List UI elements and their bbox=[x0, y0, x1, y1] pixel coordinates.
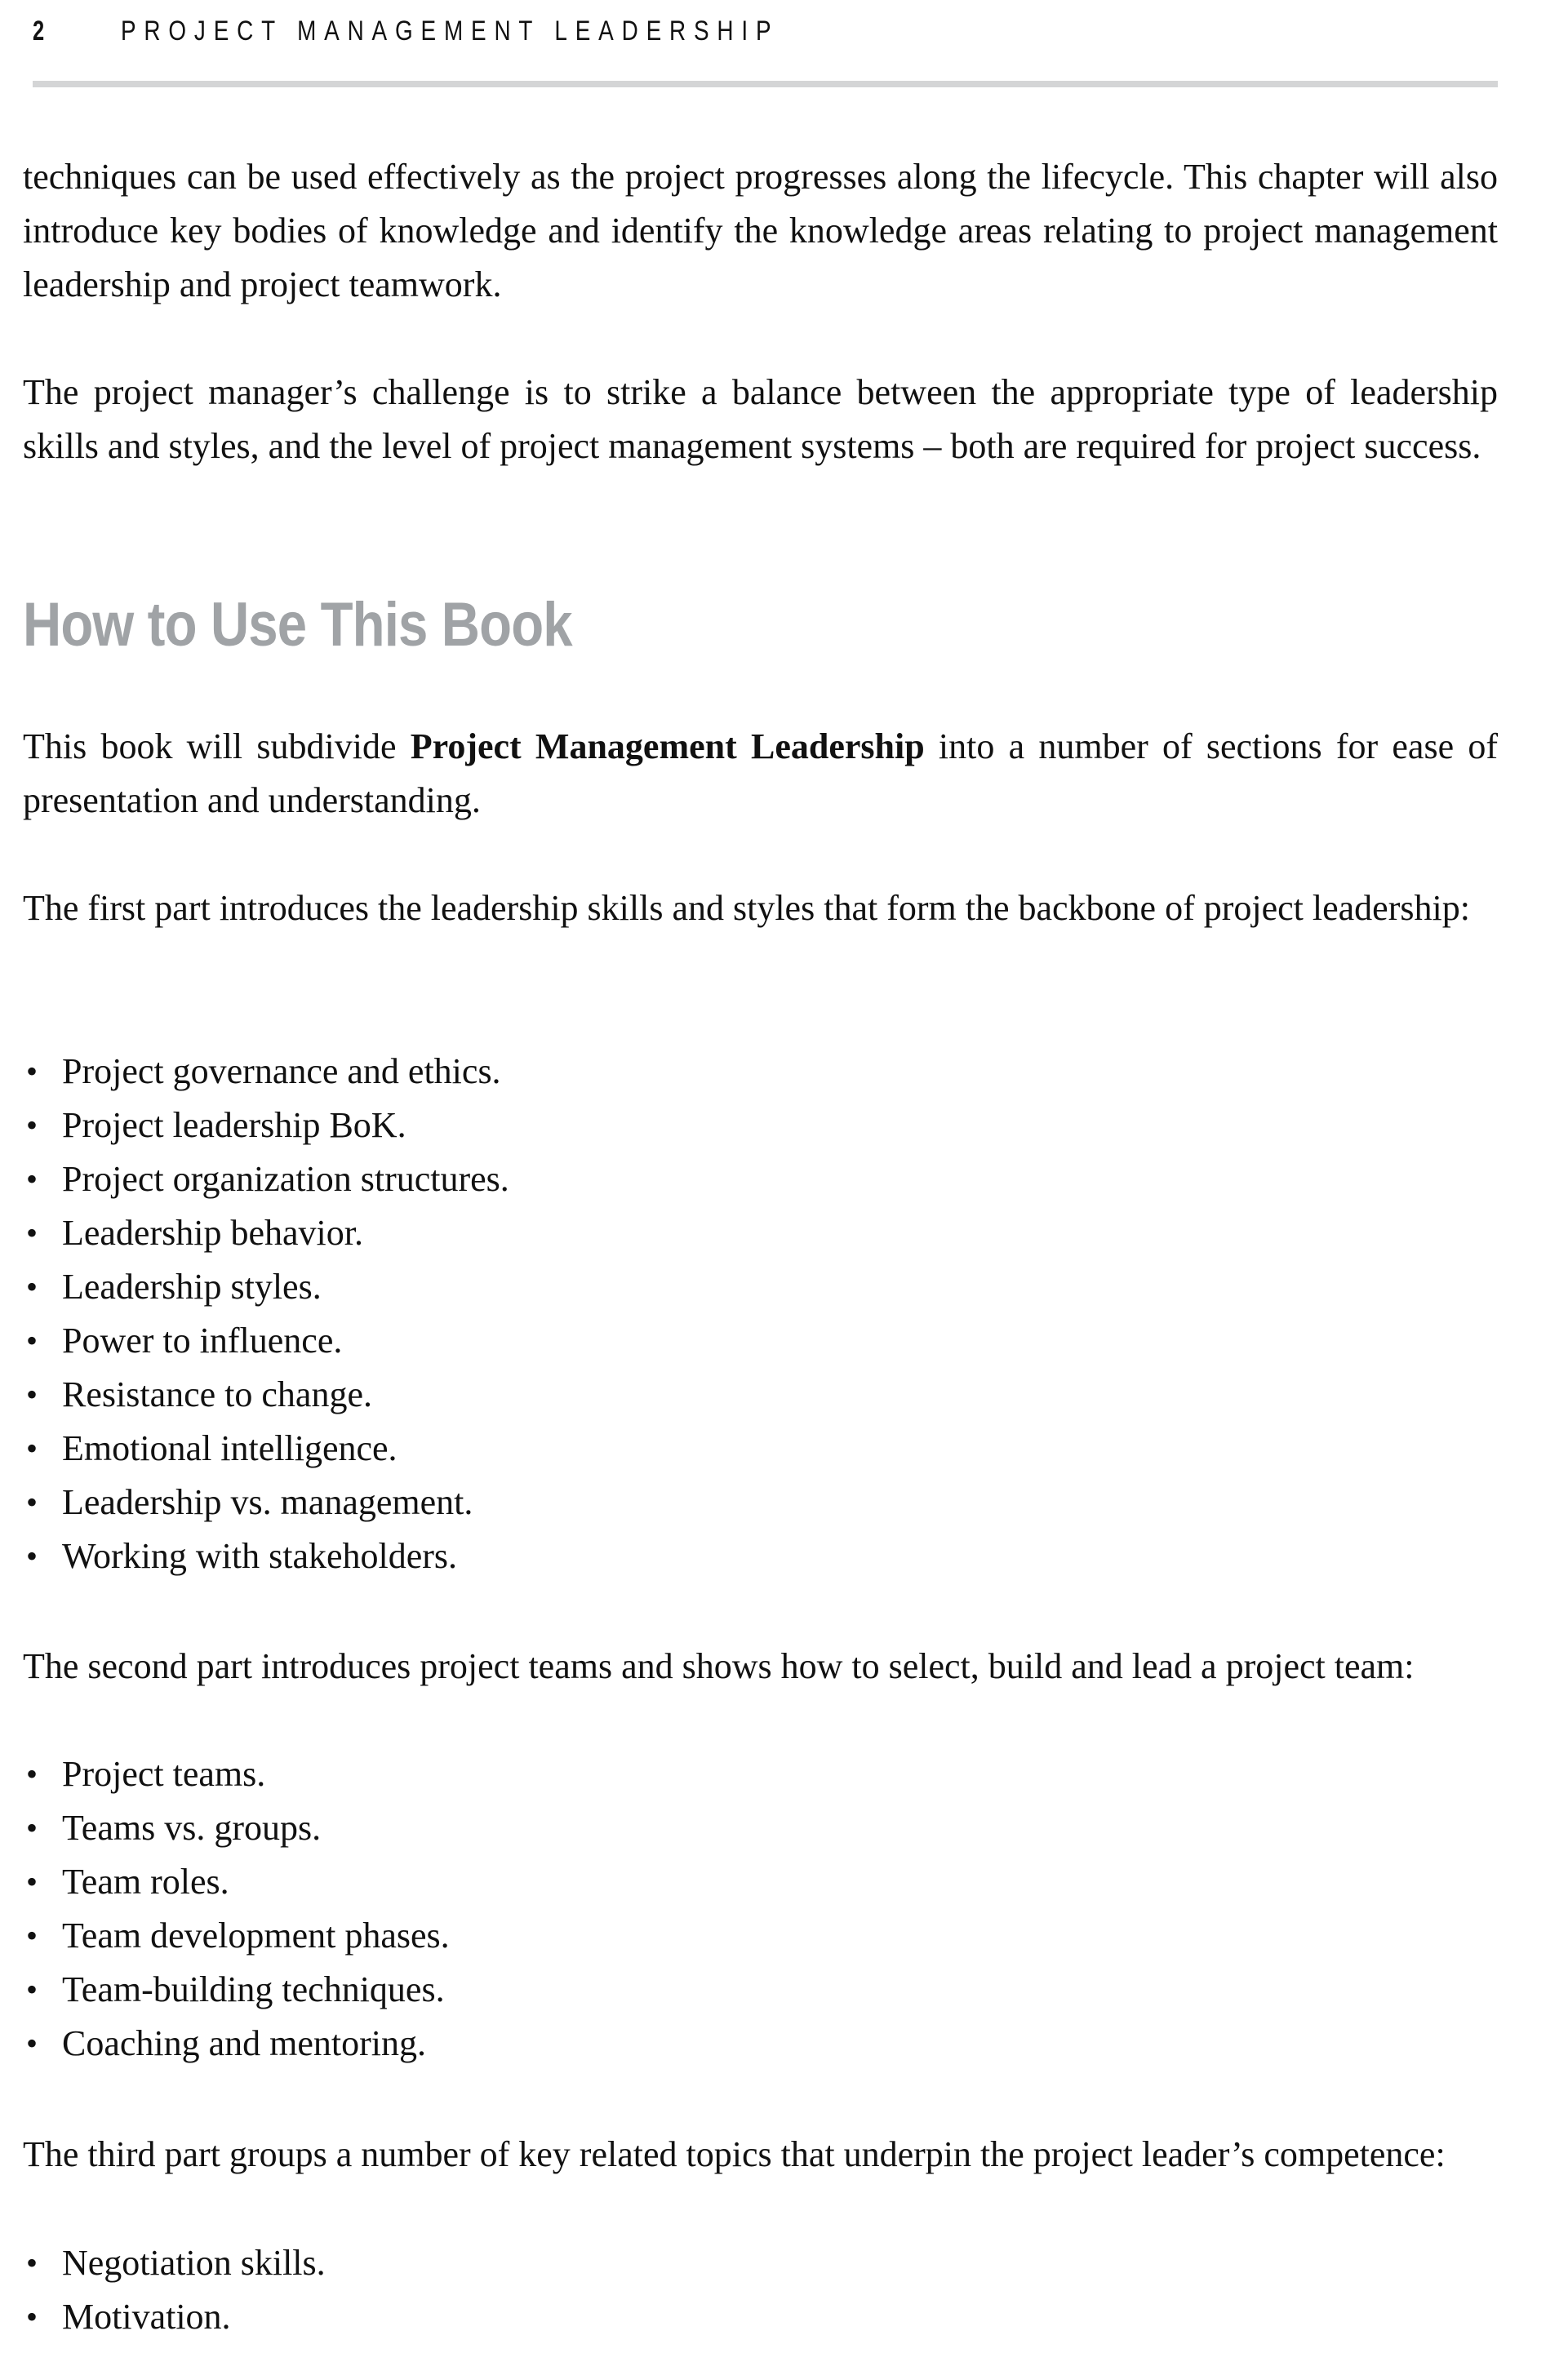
bullet-icon: • bbox=[26, 1322, 38, 1359]
paragraph-first-part: The first part introduces the leadership skills and styles that form the backbone of project leadership: bbox=[23, 888, 1470, 928]
list-part3 bbox=[23, 2236, 326, 2344]
list-item bbox=[23, 1206, 509, 1260]
header-rule bbox=[33, 81, 1498, 87]
list-item-text: Team-building techniques. bbox=[62, 1969, 445, 2009]
list-item-text: Working with stakeholders. bbox=[62, 1536, 458, 1576]
list-item bbox=[23, 1909, 450, 1963]
list-item bbox=[23, 1260, 509, 1314]
list-item bbox=[23, 2017, 450, 2071]
list-item-text: Power to influence. bbox=[62, 1321, 343, 1361]
bullet-icon: • bbox=[26, 1863, 38, 1900]
list-item bbox=[23, 1529, 509, 1583]
bullet-icon: • bbox=[26, 1376, 38, 1413]
bullet-icon: • bbox=[26, 2025, 38, 2062]
bullet-icon: • bbox=[26, 1268, 38, 1305]
list-item bbox=[23, 1152, 509, 1206]
list-item-text: Project teams. bbox=[62, 1754, 266, 1794]
list-item bbox=[23, 1963, 450, 2017]
list-item-text: Resistance to change. bbox=[62, 1374, 372, 1414]
text: into a number of sections for ease of presentation and understanding. bbox=[23, 726, 1498, 820]
bullet-icon: • bbox=[26, 1214, 38, 1251]
bullet-icon: • bbox=[26, 1809, 38, 1846]
paragraph-second-part: The second part introduces project teams and shows how to select, build and lead a project team: bbox=[23, 1646, 1415, 1686]
list-item-text: Project organization structures. bbox=[62, 1159, 509, 1199]
list-item bbox=[23, 1045, 509, 1099]
bullet-icon: • bbox=[26, 1484, 38, 1521]
list-item bbox=[23, 1099, 509, 1152]
list-item-text: Leadership behavior. bbox=[62, 1213, 363, 1253]
list-item-text: Motivation. bbox=[62, 2297, 231, 2337]
list-item bbox=[23, 2290, 326, 2344]
bullet-icon: • bbox=[26, 1538, 38, 1574]
book-title-bold: Project Management Leadership bbox=[410, 726, 925, 766]
text: This book will subdivide bbox=[23, 726, 411, 766]
running-title: PROJECT MANAGEMENT LEADERSHIP bbox=[121, 15, 780, 47]
list-item bbox=[23, 1368, 509, 1422]
list-item bbox=[23, 1747, 450, 1801]
list-item bbox=[23, 1855, 450, 1909]
bullet-icon: • bbox=[26, 2298, 38, 2335]
section-heading: How to Use This Book bbox=[23, 590, 572, 659]
bullet-icon: • bbox=[26, 1971, 38, 2008]
bullet-icon: • bbox=[26, 1107, 38, 1143]
list-item-text: Coaching and mentoring. bbox=[62, 2023, 427, 2063]
list-item-text: Leadership styles. bbox=[62, 1267, 322, 1307]
paragraph-challenge: The project manager’s challenge is to strike a balance between the appropriate type of leadership skills and styles, and the level of project management systems – both are required for project success. bbox=[23, 372, 1498, 466]
bullet-icon: • bbox=[26, 1917, 38, 1954]
bullet-icon: • bbox=[26, 1161, 38, 1197]
list-item bbox=[23, 1314, 509, 1368]
list-item bbox=[23, 1422, 509, 1476]
paragraph-subdivide bbox=[23, 720, 1498, 828]
list-item bbox=[23, 2236, 326, 2290]
list-item-text: Project governance and ethics. bbox=[62, 1051, 501, 1091]
list-item-text: Team roles. bbox=[62, 1862, 229, 1902]
bullet-icon: • bbox=[26, 1053, 38, 1090]
list-part1 bbox=[23, 1045, 509, 1583]
running-header bbox=[33, 7, 923, 55]
bullet-icon: • bbox=[26, 2244, 38, 2281]
bullet-icon: • bbox=[26, 1756, 38, 1792]
list-item-text: Negotiation skills. bbox=[62, 2243, 326, 2283]
list-item bbox=[23, 1801, 450, 1855]
page-number: 2 bbox=[33, 15, 45, 47]
list-part2 bbox=[23, 1747, 450, 2071]
paragraph-intro: techniques can be used effectively as the project progresses along the lifecycle. This chapter will also introduce key bodies of knowledge and identify the knowledge areas relating to project management leadership and project teamwork. bbox=[23, 157, 1498, 304]
bullet-icon: • bbox=[26, 1430, 38, 1467]
list-item bbox=[23, 1476, 509, 1529]
list-item-text: Project leadership BoK. bbox=[62, 1105, 406, 1145]
list-item-text: Teams vs. groups. bbox=[62, 1808, 322, 1848]
list-item-text: Team development phases. bbox=[62, 1916, 450, 1956]
paragraph-third-part: The third part groups a number of key related topics that underpin the project leader’s competence: bbox=[23, 2134, 1446, 2174]
list-item-text: Leadership vs. management. bbox=[62, 1482, 473, 1522]
list-item-text: Emotional intelligence. bbox=[62, 1428, 398, 1468]
